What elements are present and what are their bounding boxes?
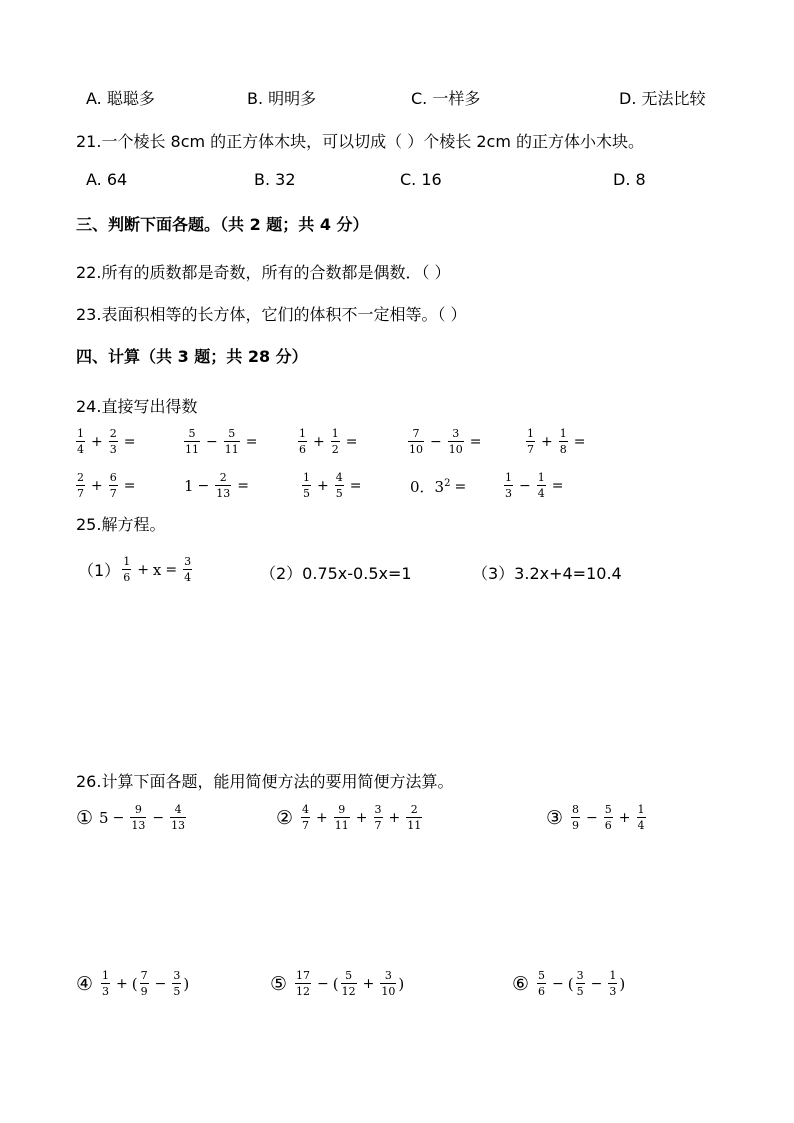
- q24-r1-item2: $\frac{5}{11}$ − $\frac{5}{11}$ =: [185, 427, 258, 456]
- q20-option-b: B. 明明多: [247, 89, 317, 108]
- circled-number-2: ②: [276, 806, 294, 829]
- fraction: $\frac{1}{4}$: [637, 803, 645, 832]
- fraction: $\frac{1}{5}$: [303, 471, 310, 500]
- fraction: $\frac{5}{6}$: [538, 969, 546, 998]
- q22-text: 22.所有的质数都是奇数，所有的合数都是偶数．（ ）: [76, 263, 451, 282]
- q26-problem-2: ② $\frac{4}{7}$ + $\frac{9}{11}$ + $\frac{3}{7}$ + $\frac{2}{11}$: [276, 803, 422, 832]
- q26-title: 26.计算下面各题，能用简便方法的要用简便方法算。: [76, 772, 454, 791]
- fraction: $\frac{3}{7}$: [374, 803, 382, 832]
- q26-problem-6: ⑥ $\frac{5}{6}$ − ( $\frac{3}{5}$ − $\frac{1}{3}$ ): [512, 969, 626, 998]
- fraction: $\frac{9}{11}$: [334, 803, 349, 832]
- q25-equation-3: （3）3.2x+4=10.4: [472, 564, 622, 583]
- circled-number-1: ①: [76, 806, 94, 829]
- q20-option-d: D. 无法比较: [619, 89, 706, 108]
- q25-equation-2: （2）0.75x-0.5x=1: [260, 564, 412, 583]
- fraction: $\frac{4}{13}$: [171, 803, 186, 832]
- q24-r2-item4: 0．$3^2$ =: [410, 478, 467, 496]
- fraction: $\frac{2}{11}$: [407, 803, 422, 832]
- fraction: $\frac{5}{11}$: [224, 427, 239, 456]
- fraction: $\frac{1}{4}$: [77, 427, 84, 456]
- fraction: $\frac{1}{3}$: [102, 969, 110, 998]
- fraction: $\frac{1}{8}$: [559, 427, 567, 456]
- circled-number-5: ⑤: [270, 972, 288, 995]
- q23-text: 23.表面积相等的长方体，它们的体积不一定相等。（ ）: [76, 305, 467, 324]
- q24-r2-item2: 1 − $\frac{2}{13}$ =: [184, 471, 250, 500]
- q26-problem-1: ① 5 − $\frac{9}{13}$ − $\frac{4}{13}$: [76, 803, 186, 832]
- fraction: $\frac{17}{12}$: [296, 969, 311, 998]
- fraction: $\frac{3}{4}$: [184, 555, 192, 584]
- q24-r1-item3: $\frac{1}{6}$ + $\frac{1}{2}$ =: [299, 427, 358, 456]
- fraction: $\frac{2}{3}$: [109, 427, 117, 456]
- fraction: $\frac{5}{11}$: [185, 427, 199, 456]
- q21-option-c: C. 16: [400, 170, 442, 189]
- fraction: $\frac{1}{7}$: [527, 427, 534, 456]
- fraction: $\frac{3}{5}$: [576, 969, 584, 998]
- fraction: $\frac{5}{12}$: [341, 969, 356, 998]
- section4-heading: 四、计算（共 3 题；共 28 分）: [76, 347, 308, 366]
- fraction: $\frac{1}{3}$: [505, 471, 512, 500]
- fraction: $\frac{7}{9}$: [140, 969, 148, 998]
- q25-title: 25.解方程。: [76, 515, 166, 534]
- fraction: $\frac{2}{13}$: [216, 471, 231, 500]
- fraction: $\frac{5}{6}$: [604, 803, 612, 832]
- q24-title: 24.直接写出得数: [76, 397, 198, 416]
- q21-text: 21.一个棱长 8cm 的正方体木块，可以切成（ ）个棱长 2cm 的正方体小木块。: [76, 132, 645, 151]
- fraction: $\frac{4}{7}$: [302, 803, 310, 832]
- q24-r2-item1: $\frac{2}{7}$ + $\frac{6}{7}$ =: [77, 471, 136, 500]
- fraction: $\frac{3}{5}$: [173, 969, 181, 998]
- fraction: $\frac{1}{6}$: [123, 555, 131, 584]
- fraction: $\frac{1}{2}$: [331, 427, 339, 456]
- q21-option-d: D. 8: [613, 170, 646, 189]
- fraction: $\frac{3}{10}$: [448, 427, 463, 456]
- q21-option-b: B. 32: [254, 170, 296, 189]
- fraction: $\frac{1}{6}$: [299, 427, 306, 456]
- circled-number-4: ④: [76, 972, 94, 995]
- q20-option-a: A. 聪聪多: [86, 89, 155, 108]
- q24-r2-item3: $\frac{1}{5}$ + $\frac{4}{5}$ =: [303, 471, 362, 500]
- q20-option-c: C. 一样多: [411, 89, 481, 108]
- fraction: $\frac{3}{10}$: [381, 969, 396, 998]
- fraction: $\frac{6}{7}$: [109, 471, 117, 500]
- fraction: $\frac{4}{5}$: [335, 471, 343, 500]
- fraction: $\frac{8}{9}$: [572, 803, 580, 832]
- q24-r2-item5: $\frac{1}{3}$ − $\frac{1}{4}$ =: [505, 471, 564, 500]
- fraction: $\frac{1}{4}$: [537, 471, 545, 500]
- fraction: $\frac{1}{3}$: [609, 969, 617, 998]
- fraction: $\frac{7}{10}$: [409, 427, 423, 456]
- fraction: $\frac{9}{13}$: [131, 803, 146, 832]
- q24-r1-item5: $\frac{1}{7}$ + $\frac{1}{8}$ =: [527, 427, 586, 456]
- circled-number-3: ③: [546, 806, 564, 829]
- q26-problem-4: ④ $\frac{1}{3}$ + ( $\frac{7}{9}$ − $\frac{3}{5}$ ): [76, 969, 190, 998]
- circled-number-6: ⑥: [512, 972, 530, 995]
- q26-problem-3: ③ $\frac{8}{9}$ − $\frac{5}{6}$ + $\frac{1}{4}$: [546, 803, 645, 832]
- q26-problem-5: ⑤ $\frac{17}{12}$ − ( $\frac{5}{12}$ + $\frac{3}{10}$ ): [270, 969, 405, 998]
- q21-option-a: A. 64: [86, 170, 128, 189]
- q24-r1-item1: $\frac{1}{4}$ + $\frac{2}{3}$ =: [77, 427, 136, 456]
- q24-r1-item4: $\frac{7}{10}$ − $\frac{3}{10}$ =: [409, 427, 482, 456]
- section3-heading: 三、判断下面各题。（共 2 题；共 4 分）: [76, 215, 369, 234]
- fraction: $\frac{2}{7}$: [77, 471, 84, 500]
- q25-equation-1: （1） $\frac{1}{6}$ + x = $\frac{3}{4}$: [78, 555, 192, 584]
